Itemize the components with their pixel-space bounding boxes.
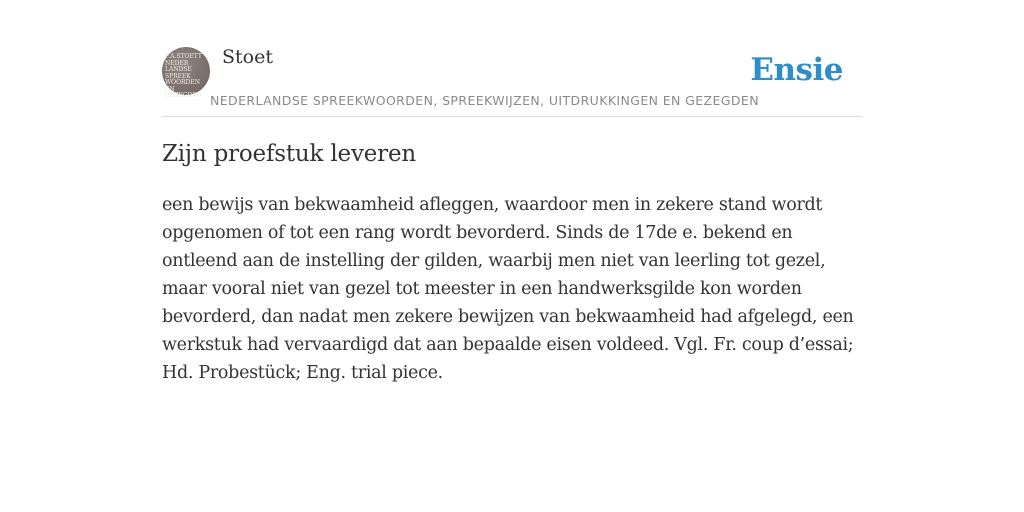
entry-card xyxy=(162,44,862,387)
ensie-logo-link[interactable]: Ensie xyxy=(750,52,843,88)
avatar-book-cover-text: F.A.STOETT NEDER LANDSE SPREEK WOORDEN EN GEZEGDEN xyxy=(165,53,202,99)
author-name[interactable]: Stoet xyxy=(222,46,273,68)
source-subtitle[interactable]: NEDERLANDSE SPREEKWOORDEN, SPREEKWIJZEN, UITDRUKKINGEN EN GEZEGDEN xyxy=(210,93,759,108)
entry-title: Zijn proefstuk leveren xyxy=(162,141,416,167)
author-avatar[interactable] xyxy=(162,47,210,99)
entry-definition: een bewijs van bekwaamheid afleggen, waardoor men in zekere stand wordt opgenomen of tot een rang wordt bevorderd. Sinds de 17de e. bekend en ontleend aan de instelling der gilden, waarbij men niet van leerling tot gezel, maar vooral niet van gezel tot meester in een handwerksgilde kon worden bevorderd, dan nadat men zekere bewijzen van bekwaamheid had afgelegd, een werkstuk had vervaardigd dat aan bepaalde eisen voldeed. Vgl. Fr. coup d’essai; Hd. Probestück; Eng. trial piece. xyxy=(162,195,854,383)
entry-header xyxy=(162,44,862,117)
